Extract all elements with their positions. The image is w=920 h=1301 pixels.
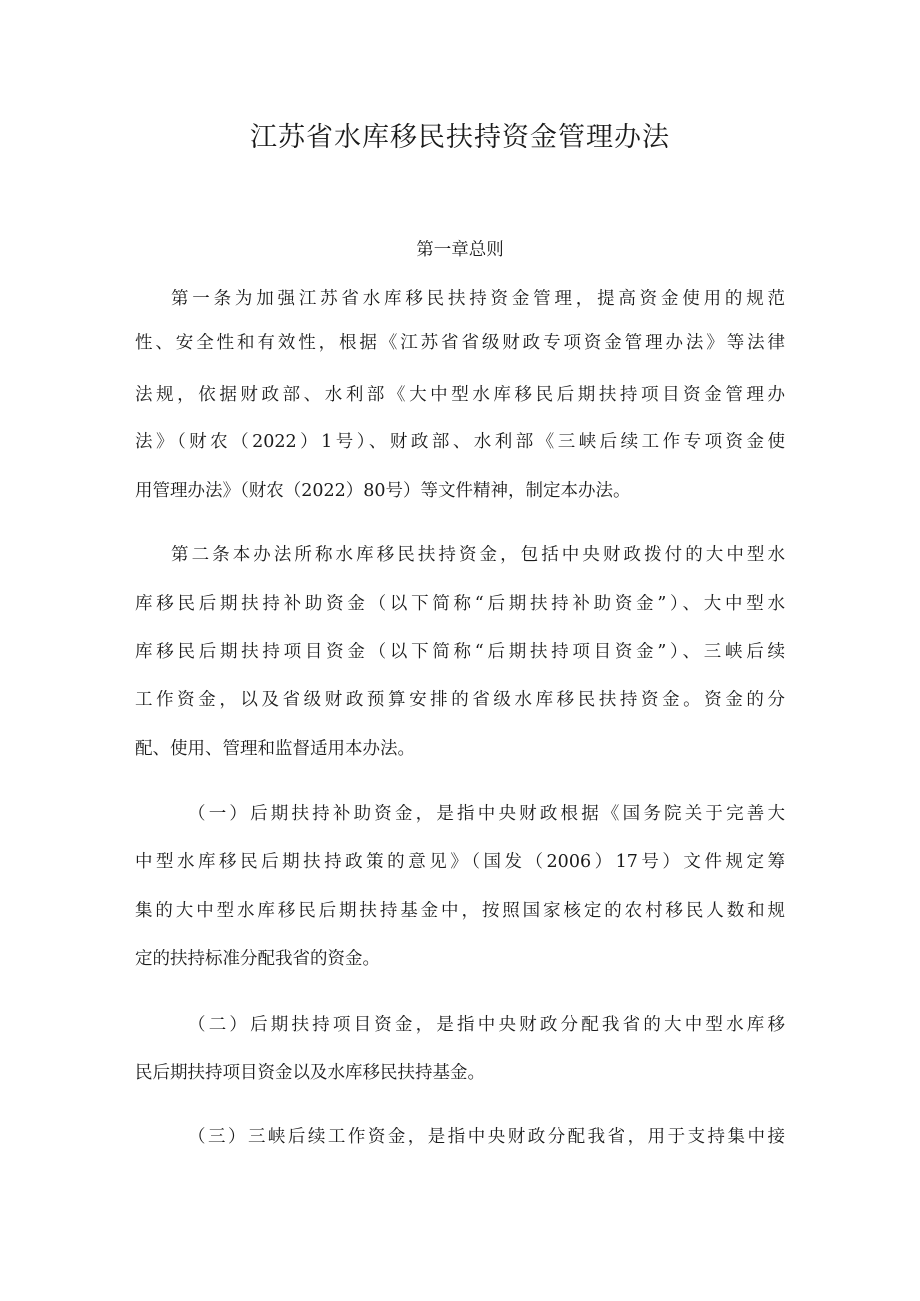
paragraph-2-line-1: 第二条本办法所称水库移民扶持资金，包括中央财政拨付的大中型水 [171, 545, 785, 565]
paragraph-1-line-2: 性、安全性和有效性，根据《江苏省省级财政专项资金管理办法》等法律 [135, 333, 785, 353]
paragraph-3-line-4: 定的扶持标准分配我省的资金。 [135, 949, 380, 969]
paragraph-3-line-2: 中型水库移民后期扶持政策的意见》（国发（2006）17号）文件规定筹 [135, 852, 785, 872]
paragraph-2-line-2: 库移民后期扶持补助资金（以下简称“后期扶持补助资金”）、大中型水 [135, 594, 785, 614]
paragraph-3-line-1: （一）后期扶持补助资金，是指中央财政根据《国务院关于完善大 [188, 804, 785, 824]
paragraph-2-line-3: 库移民后期扶持项目资金（以下简称“后期扶持项目资金”）、三峡后续 [135, 642, 785, 662]
paragraph-2-line-4: 工作资金，以及省级财政预算安排的省级水库移民扶持资金。资金的分 [135, 690, 785, 710]
chapter-heading: 第一章总则 [416, 240, 504, 260]
paragraph-4-line-2: 民后期扶持项目资金以及水库移民扶持基金。 [135, 1063, 485, 1083]
paragraph-1-line-4: 法》（财农（2022）1号）、财政部、水利部《三峡后续工作专项资金使 [135, 432, 785, 452]
paragraph-5-line-1: （三）三峡后续工作资金，是指中央财政分配我省，用于支持集中接 [188, 1127, 785, 1147]
paragraph-1-line-1: 第一条为加强江苏省水库移民扶持资金管理，提高资金使用的规范 [171, 289, 785, 309]
paragraph-2-line-5: 配、使用、管理和监督适用本办法。 [135, 739, 415, 759]
paragraph-3-line-3: 集的大中型水库移民后期扶持基金中，按照国家核定的农村移民人数和规 [135, 901, 785, 921]
paragraph-1-line-5: 用管理办法》（财农（2022）80号）等文件精神，制定本办法。 [135, 481, 631, 501]
paragraph-1-line-3: 法规，依据财政部、水利部《大中型水库移民后期扶持项目资金管理办 [135, 385, 785, 405]
document-title: 江苏省水库移民扶持资金管理办法 [250, 122, 670, 153]
paragraph-4-line-1: （二）后期扶持项目资金，是指中央财政分配我省的大中型水库移 [188, 1015, 785, 1035]
